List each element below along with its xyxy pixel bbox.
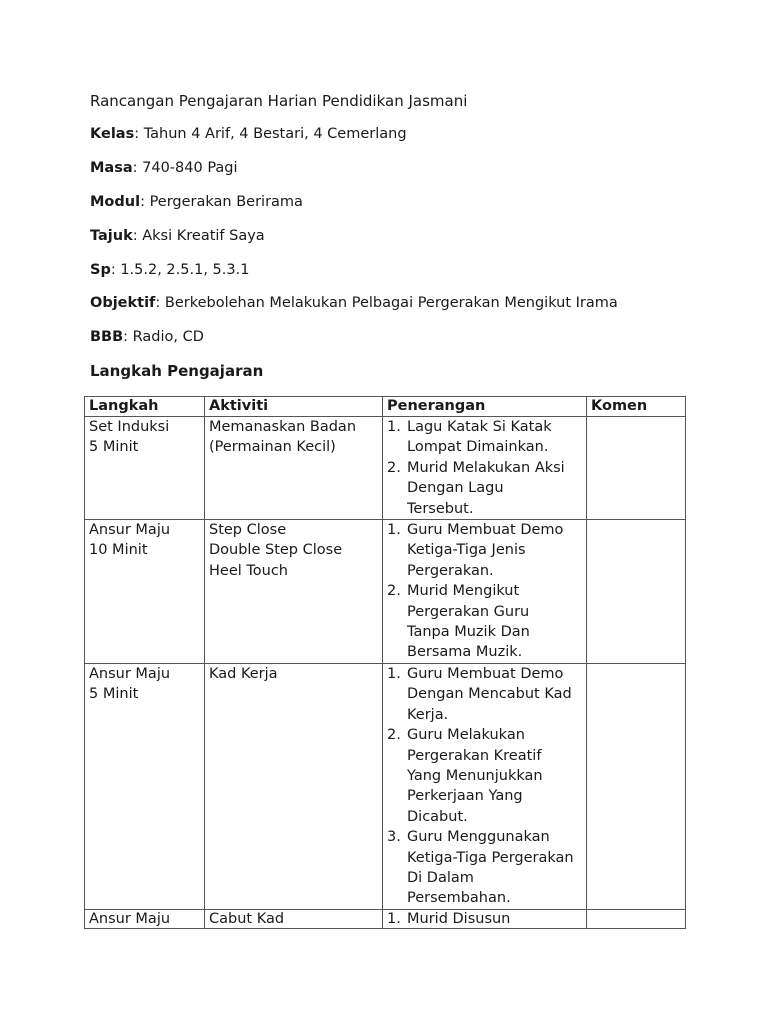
document-title: Rancangan Pengajaran Harian Pendidikan Jasmani [90, 92, 468, 110]
cell-text: Ansur Maju [89, 910, 171, 927]
cell-text: Heel Touch [209, 562, 288, 579]
field-label: Sp [90, 262, 111, 278]
field-value: : Berkebolehan Melakukan Pelbagai Pergerakan Mengikut Irama [155, 295, 618, 311]
step-item [387, 417, 582, 458]
step-text: Yang Menunjukkan [407, 767, 543, 784]
cell-aktiviti [205, 520, 383, 664]
field-value: : Pergerakan Berirama [140, 194, 303, 210]
cell-text: (Permainan Kecil) [209, 439, 336, 456]
field-label: Objektif [90, 295, 156, 311]
step-text: Guru Menggunakan [407, 829, 550, 846]
cell-text: Ansur Maju [89, 665, 171, 682]
step-item [387, 725, 582, 827]
table-row [85, 417, 686, 520]
step-text: Tersebut. [407, 500, 474, 517]
step-text: Bersama Muzik. [407, 644, 523, 661]
step-item [387, 520, 582, 581]
cell-komen [587, 909, 686, 928]
step-text: Tanpa Muzik Dan [407, 624, 530, 641]
field-label: Kelas [90, 126, 135, 142]
header-komen: Komen [587, 397, 686, 417]
step-text: Guru Membuat Demo [407, 522, 564, 539]
step-number: 1. [387, 910, 401, 927]
cell-text: Double Step Close [209, 542, 343, 559]
step-item [387, 458, 582, 519]
lesson-plan-table [84, 396, 686, 929]
step-text: Lagu Katak Si Katak [407, 419, 552, 435]
header-aktiviti: Aktiviti [205, 397, 383, 417]
step-text: Ketiga-Tiga Jenis [407, 542, 526, 559]
cell-komen [587, 520, 686, 664]
step-number: 2. [387, 727, 401, 744]
cell-aktiviti [205, 663, 383, 909]
cell-langkah [85, 520, 205, 664]
cell-text: 5 Minit [89, 439, 139, 456]
step-number: 1. [387, 665, 401, 682]
field-modul [90, 194, 303, 210]
step-number: 1. [387, 419, 401, 435]
step-item [387, 581, 582, 663]
table-row [85, 520, 686, 664]
step-item [387, 910, 582, 928]
cell-penerangan [383, 520, 587, 664]
step-number: 2. [387, 459, 401, 476]
section-heading: Langkah Pengajaran [90, 362, 264, 380]
cell-text: 5 Minit [89, 686, 139, 703]
step-text: Murid Mengikut [407, 583, 520, 600]
field-tajuk [90, 228, 265, 244]
step-text: Ketiga-Tiga Pergerakan [407, 849, 574, 866]
cell-aktiviti [205, 417, 383, 520]
step-text: Pergerakan Kreatif [407, 747, 542, 764]
step-list [387, 417, 582, 519]
step-text: Guru Membuat Demo [407, 665, 564, 682]
header-langkah: Langkah [85, 397, 205, 417]
field-value: : 1.5.2, 2.5.1, 5.3.1 [110, 262, 250, 278]
field-value: : Aksi Kreatif Saya [132, 228, 265, 244]
step-text: Dengan Lagu [407, 480, 504, 497]
table-row [85, 909, 686, 928]
cell-komen [587, 663, 686, 909]
step-list [387, 910, 582, 928]
field-objektif [90, 295, 618, 311]
field-sp [90, 262, 249, 278]
step-text: Kerja. [407, 706, 449, 723]
step-item [387, 827, 582, 909]
cell-text: 10 Minit [89, 542, 148, 559]
field-label: Modul [90, 194, 141, 210]
field-label: Masa [90, 160, 133, 176]
header-penerangan: Penerangan [383, 397, 587, 417]
step-text: Pergerakan Guru [407, 603, 530, 620]
step-text: Murid Disusun [407, 910, 511, 927]
step-text: Murid Melakukan Aksi [407, 459, 565, 476]
field-bbb [90, 329, 204, 345]
cell-text: Kad Kerja [209, 665, 278, 682]
field-kelas [90, 126, 407, 142]
step-text: Persembahan. [407, 890, 511, 907]
step-text: Pergerakan. [407, 562, 494, 579]
cell-aktiviti [205, 909, 383, 928]
step-text: Perkerjaan Yang [407, 788, 523, 805]
cell-penerangan [383, 417, 587, 520]
step-number: 2. [387, 583, 401, 600]
cell-text: Cabut Kad [209, 910, 285, 927]
cell-text: Step Close [209, 522, 287, 539]
cell-komen [587, 417, 686, 520]
cell-text: Memanaskan Badan [209, 419, 357, 435]
table-header-row [85, 397, 686, 417]
step-number: 3. [387, 829, 401, 846]
step-number: 1. [387, 522, 401, 539]
field-label: BBB [90, 329, 124, 345]
step-text: Guru Melakukan [407, 727, 525, 744]
cell-penerangan [383, 909, 587, 928]
cell-text: Set Induksi [89, 419, 170, 435]
field-value: : Tahun 4 Arif, 4 Bestari, 4 Cemerlang [134, 126, 407, 142]
cell-langkah [85, 663, 205, 909]
field-masa [90, 160, 238, 176]
cell-penerangan [383, 663, 587, 909]
field-value: : 740-840 Pagi [132, 160, 238, 176]
table-row [85, 663, 686, 909]
field-value: : Radio, CD [123, 329, 204, 345]
step-list [387, 520, 582, 663]
cell-langkah [85, 417, 205, 520]
cell-text: Ansur Maju [89, 522, 171, 539]
step-text: Di Dalam [407, 869, 474, 886]
step-item [387, 664, 582, 725]
field-label: Tajuk [90, 228, 133, 244]
step-text: Lompat Dimainkan. [407, 439, 549, 456]
cell-langkah [85, 909, 205, 928]
step-text: Dicabut. [407, 808, 468, 825]
step-list [387, 664, 582, 909]
step-text: Dengan Mencabut Kad [407, 686, 572, 703]
